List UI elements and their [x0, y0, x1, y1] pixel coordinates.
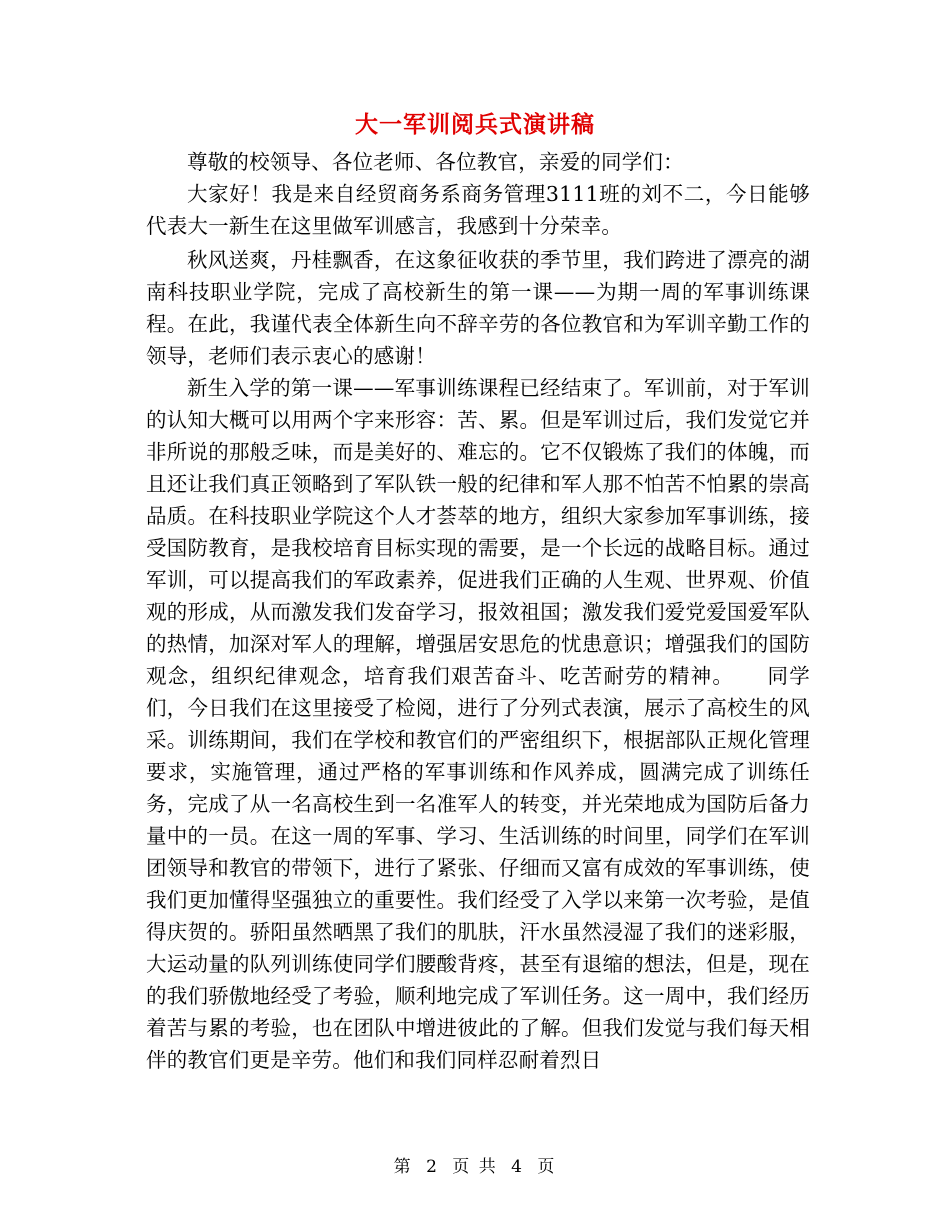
- paragraph-greeting: 大家好！我是来自经贸商务系商务管理3111班的刘不二，今日能够代表大一新生在这里做军训感言，我感到十分荣幸。: [146, 182, 810, 238]
- paragraph-salutation: 尊敬的校领导、各位老师、各位教官，亲爱的同学们：: [187, 150, 684, 174]
- footer-prefix: 第: [393, 1157, 413, 1177]
- document-title: 大一军训阅兵式演讲稿: [355, 111, 595, 138]
- document-body: [146, 146, 810, 1076]
- page-footer: [0, 1155, 950, 1179]
- paragraph-main: 新生入学的第一课——军事训练课程已经结束了。军训前，对于军训的认知大概可以用两个字来形容：苦、累。但是军训过后，我们发觉它并非所说的那般乏味，而是美好的、难忘的。它不仅锻炼了我们的体魄，而且还让我们真正领略到了军队铁一般的纪律和军人那不怕苦不怕累的崇高品质。在科技职业学院这个人才荟萃的地方，组织大家参加军事训练，接受国防教育，是我校培育目标实现的需要，是一个长远的战略目标。通过军训，可以提高我们的军政素养，促进我们正确的人生观、世界观、价值观的形成，从而激发我们发奋学习，报效祖国；激发我们爱党爱国爱军队的热情，加深对军人的理解，增强居安思危的忧患意识；增强我们的国防观念，组织纪律观念，培育我们艰苦奋斗、吃苦耐劳的精神。 同学们，今日我们在这里接受了检阅，进行了分列式表演，展示了高校生的风采。训练期间，我们在学校和教官们的严密组织下，根据部队正规化管理要求，实施管理，通过严格的军事训练和作风养成，圆满完成了训练任务，完成了从一名高校生到一名准军人的转变，并光荣地成为国防后备力量中的一员。在这一周的军事、学习、生活训练的时间里，同学们在军训团领导和教官的带领下，进行了紧张、仔细而又富有成效的军事训练，使我们更加懂得坚强独立的重要性。我们经受了入学以来第一次考验，是值得庆贺的。骄阳虽然晒黑了我们的肌肤，汗水虽然浸湿了我们的迷彩服，大运动量的队列训练使同学们腰酸背疼，甚至有退缩的想法，但是，现在的我们骄傲地经受了考验，顺利地完成了军训任务。这一周中，我们经历着苦与累的考验，也在团队中增进彼此的了解。但我们发觉与我们每天相伴的教官们更是辛劳。他们和我们同样忍耐着烈日: [146, 376, 810, 1072]
- footer-suffix: 页: [537, 1157, 557, 1177]
- paragraph-thanks: 秋风送爽，丹桂飘香，在这象征收获的季节里，我们跨进了漂亮的湖南科技职业学院，完成了高校新生的第一课——为期一周的军事训练课程。在此，我谨代表全体新生向不辞辛劳的各位教官和为军训辛勤工作的领导，老师们表示衷心的感谢！: [146, 248, 810, 368]
- footer-total-pages: 4: [511, 1157, 524, 1177]
- footer-mid: 页 共: [452, 1157, 498, 1177]
- footer-page-number: 2: [426, 1157, 439, 1177]
